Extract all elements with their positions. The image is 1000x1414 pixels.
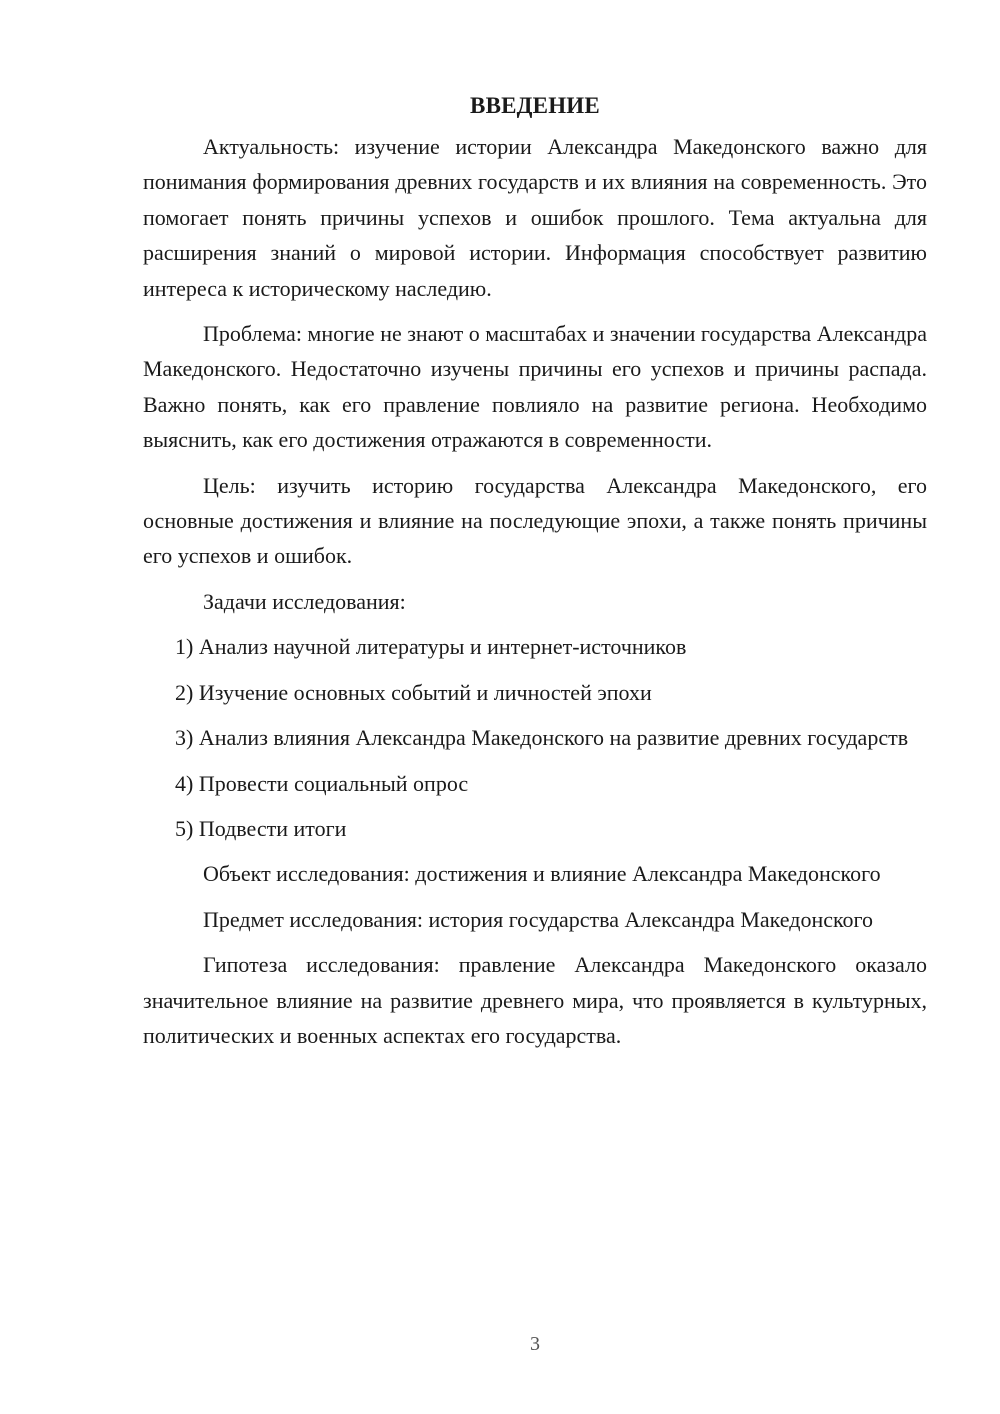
page-number: 3 <box>530 1333 540 1355</box>
task-item-3: 3) Анализ влияния Александра Македонского на развитие древних государств <box>175 725 909 751</box>
task-item-4: 4) Провести социальный опрос <box>175 770 469 796</box>
relevance-paragraph: Актуальность: изучение истории Александра Македонского важно для понимания формирования древних государств и их влияния на современность. Это помогает понять причины успехов и ошибок прошлого. Тема актуальна для расширения знаний о мировой истории. Информация способствует развитию интереса к историческому наследию. <box>143 134 927 301</box>
document-page <box>143 88 927 1063</box>
page-title: ВВЕДЕНИЕ <box>470 93 600 118</box>
task-item-1: 1) Анализ научной литературы и интернет-источников <box>175 634 687 660</box>
object-paragraph: Объект исследования: достижения и влияние Александра Македонского <box>203 861 881 887</box>
problem-paragraph: Проблема: многие не знают о масштабах и значении государства Александра Македонского. Недостаточно изучены причины его успехов и причины распада. Важно понять, как его правление повлияло на развитие региона. Необходимо выяснить, как его достижения отражаются в современности. <box>143 321 927 453</box>
hypothesis-paragraph: Гипотеза исследования: правление Александра Македонского оказало значительное влияние на развитие древнего мира, что проявляется в культурных, политических и военных аспектах его государства. <box>143 952 927 1048</box>
subject-paragraph: Предмет исследования: история государства Александра Македонского <box>203 906 874 932</box>
task-item-5: 5) Подвести итоги <box>175 815 347 841</box>
goal-paragraph: Цель: изучить историю государства Александра Македонского, его основные достижения и влияние на последующие эпохи, а также понять причины его успехов и ошибок. <box>143 472 927 569</box>
tasks-heading: Задачи исследования: <box>203 588 406 614</box>
task-item-2: 2) Изучение основных событий и личностей эпохи <box>175 679 652 705</box>
